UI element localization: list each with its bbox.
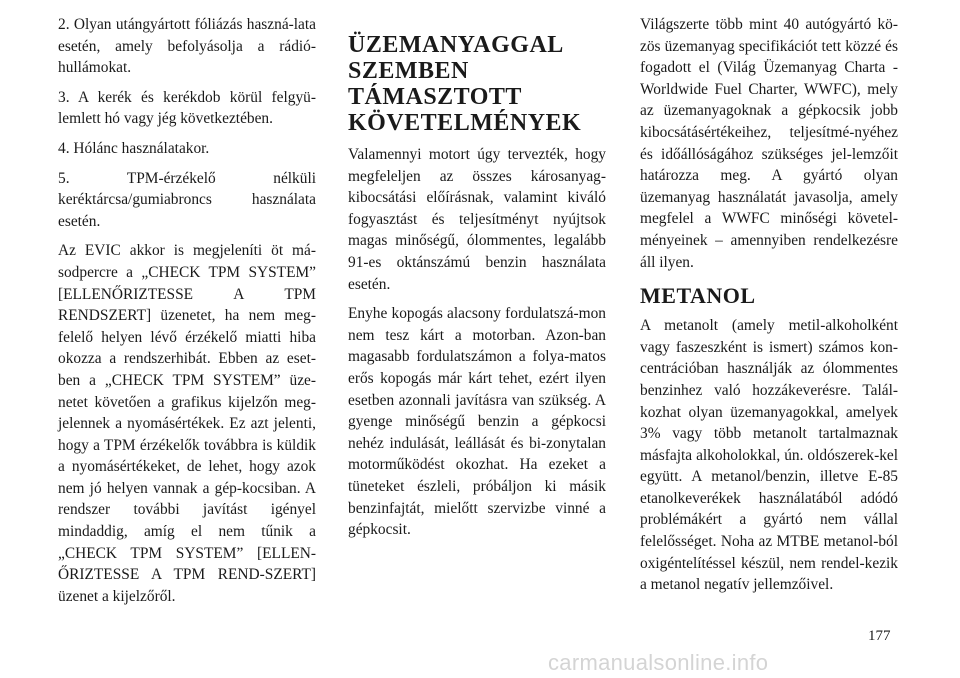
heading-line: SZEMBEN: [348, 58, 469, 84]
paragraph: Enyhe kopogás alacsony fordulatszá-mon nem tesz kárt a motorban. Azon-ban magasabb fordulatszámon a folya-matos erős kopogás már kárt tehet, ezért ilyen esetben azonnali javításra van szükség. A gyenge minőségű benzin a gépkocsi nehéz indulását, leállását és bi-zonytalan motorműködést okozhat. Ha ezeket a tüneteket észleli, próbáljon ki másik benzinfajtát, mielőtt szervizbe vinné a gépkocsit.: [348, 305, 606, 539]
paragraph: Valamennyi motort úgy tervezték, hogy megfeleljen az összes károsanyag-kibocsátási előírásnak, valamint kiváló fogyasztást és teljesítményt nyújtsok magas minőségű, ólommentes, legalább 91-es oktánszámú benzin használata esetén.: [348, 146, 606, 293]
paragraph: A metanolt (amely metil-alkoholként vagy faszeszként is ismert) számos kon-centrációban használják az ólommentes benzinhez való hozzákeverésre. Talál-kozhat olyan üzemanyagokkal, amelyek 3% vagy több metanolt tartalmaznak másfajta alkoholokkal, ún. oldószerek-kel együtt. A metanol/benzin, illetve E-85 etanolkeverékek használatából adódó problémákért a gyártó nem vállal felelősséget. Noha az MTBE metanol-ból oxigéntelítéssel készül, nem rendel-kezik a metanol negatív jellemzőivel.: [640, 317, 898, 594]
middle-column: [348, 14, 606, 549]
page-number: 177: [868, 628, 891, 644]
right-column: [640, 14, 898, 604]
heading-line: ÜZEMANYAGGAL: [348, 32, 564, 58]
paragraph: 5. TPM-érzékelő nélküli keréktárcsa/gumiabroncs használata esetén.: [58, 169, 316, 230]
watermark: carmanualsonline.info: [548, 650, 769, 675]
paragraph: Világszerte több mint 40 autógyártó kö-zös üzemanyag specifikációt tett közzé és fogadott el (Világ Üzemanyag Charta - Worldwide Fuel Charter, WWFC), mely az üzemanyagoknak a gépkocsik jobb kibocsátásértékeihez, teljesítmé-nyéhez és időállóságához szükséges jel-lemzőit határozza meg. A gyártó olyan üzemanyag használatát javasolja, amely megfelel a WWFC minőségi követel-ményeinek – amennyiben rendelkezésre áll ilyen.: [640, 16, 898, 271]
paragraph: 3. A kerék és kerékdob körül felgyü-lemlett hó vagy jég következtében.: [58, 88, 316, 128]
heading-line: TÁMASZTOTT: [348, 84, 522, 110]
left-column: [58, 14, 316, 615]
heading-line: KÖVETELMÉNYEK: [348, 110, 582, 136]
paragraph: 4. Hólánc használatakor.: [58, 139, 210, 157]
paragraph: Az EVIC akkor is megjeleníti öt má-sodpercre a „CHECK TPM SYSTEM” [ELLENŐRIZTESSE A TPM RENDSZERT] üzenetet, ha nem meg-felelő helyen lévő érzékelő miatti hiba okozza a rendszerhibát. Ebben az eset-ben a „CHECK TPM SYSTEM” üze-netet követően a grafikus kijelzőn meg-jelennek a nyomásértékek. Ez azt jelenti, hogy a TPM érzékelők továbbra is küldik a nyomásértékeket, de lehet, hogy azok nem jó helyen vannak a gép-kocsiban. A rendszer további javítást igényel mindaddig, amíg el nem tűnik a „CHECK TPM SYSTEM” [ELLEN-ŐRIZTESSE A TPM REND-SZERT] üzenet a kijelzőről.: [58, 242, 316, 605]
section-heading-methanol: METANOL: [640, 283, 756, 309]
paragraph: 2. Olyan utángyártott fóliázás haszná-lata esetén, amely befolyásolja a rádió-hullámokat.: [58, 16, 316, 77]
section-heading-fuel-requirements: [348, 32, 606, 136]
